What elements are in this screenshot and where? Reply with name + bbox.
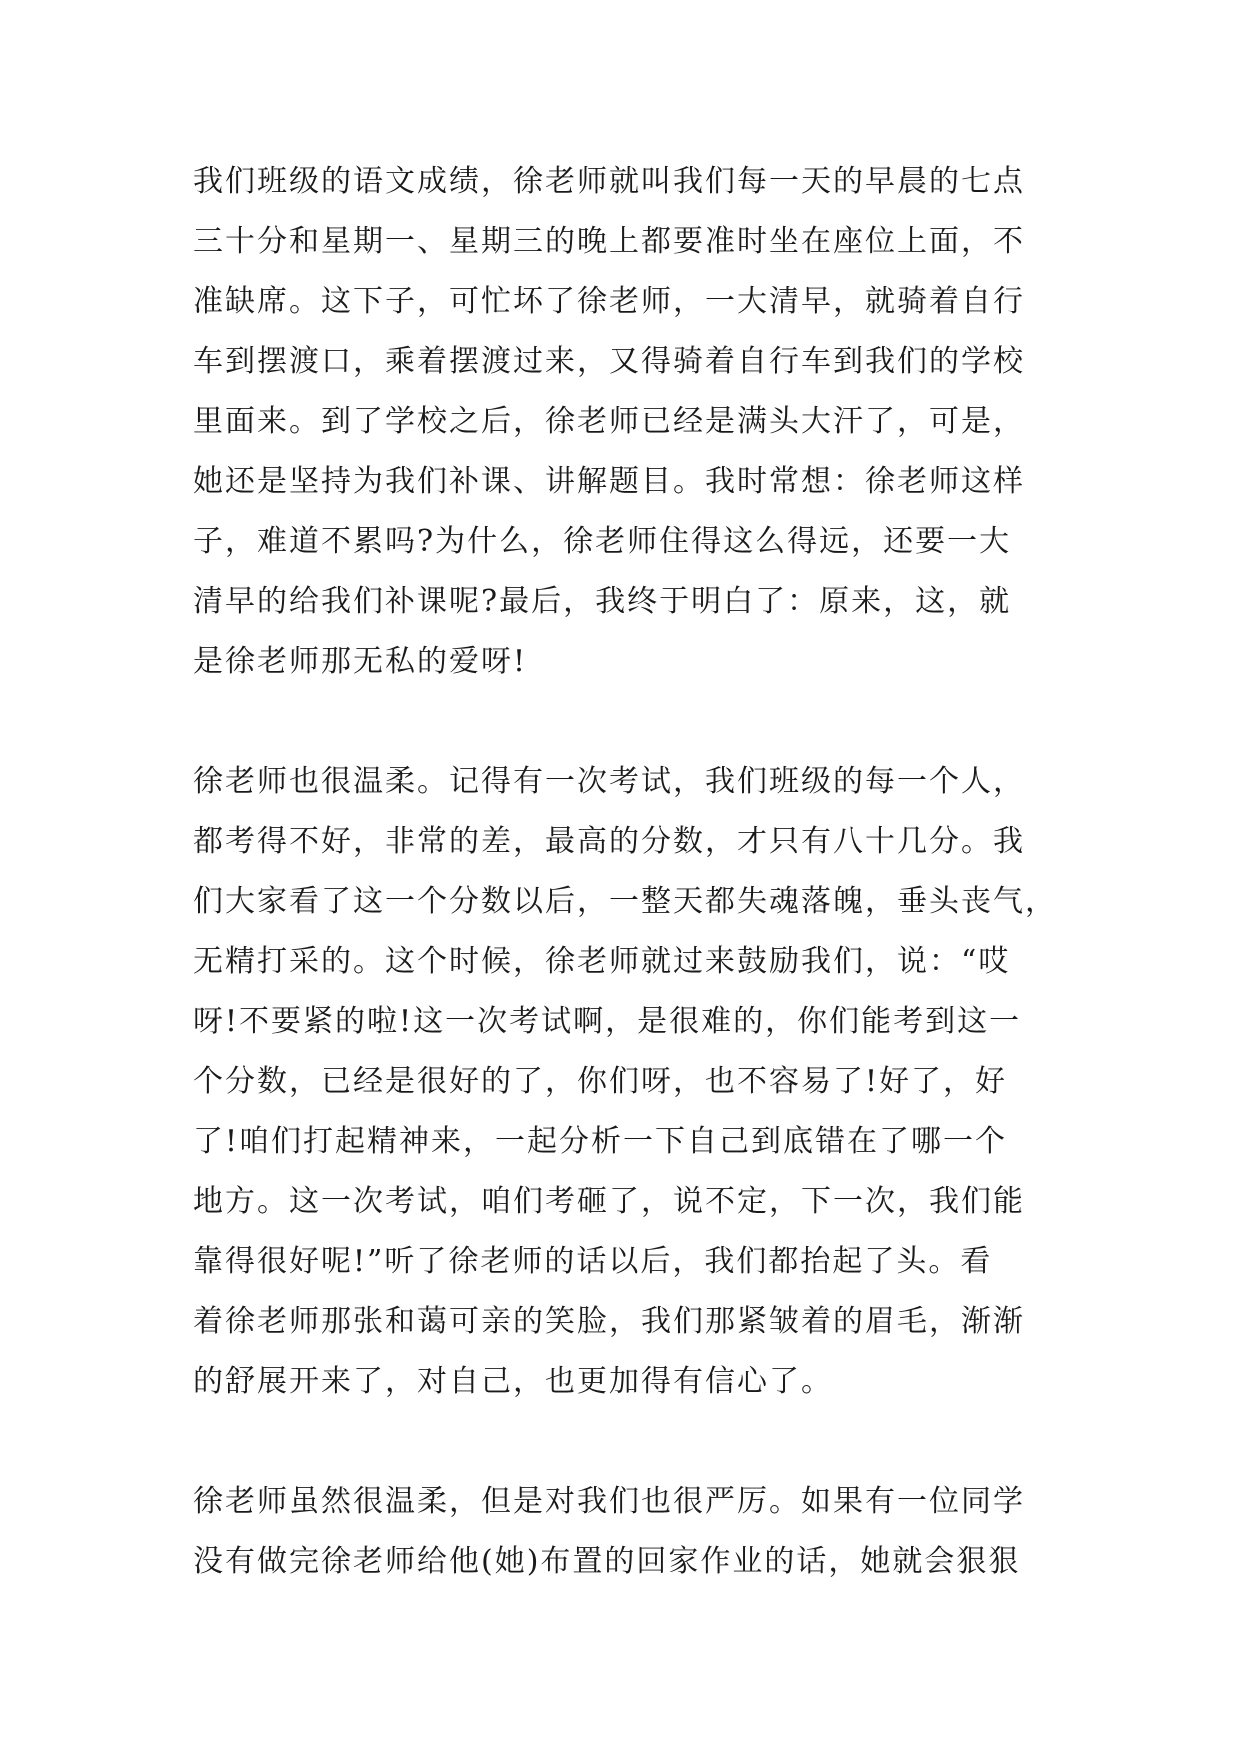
- text-line: 地方。这一次考试，咱们考砸了，说不定，下一次，我们能: [193, 1184, 1025, 1219]
- paragraph-1: [193, 152, 1073, 692]
- text-line: 她还是坚持为我们补课、讲解题目。我时常想：徐老师这样: [193, 464, 1025, 499]
- text-line: 是徐老师那无私的爱呀!: [193, 644, 528, 679]
- text-line: 三十分和星期一、星期三的晚上都要准时坐在座位上面，不: [193, 224, 1025, 259]
- text-line: 车到摆渡口，乘着摆渡过来，又得骑着自行车到我们的学校: [193, 344, 1025, 379]
- text-line: 没有做完徐老师给他(她)布置的回家作业的话，她就会狠狠: [193, 1544, 1021, 1579]
- text-line: 都考得不好，非常的差，最高的分数，才只有八十几分。我: [193, 824, 1025, 859]
- paragraph-2: [193, 752, 1073, 1412]
- text-line: 呀!不要紧的啦!这一次考试啊，是很难的，你们能考到这一: [193, 1004, 1022, 1039]
- text-line: 里面来。到了学校之后，徐老师已经是满头大汗了，可是，: [193, 404, 1025, 439]
- document-body: [193, 152, 1073, 1652]
- paragraph-3: [193, 1472, 1073, 1592]
- text-line: 徐老师也很温柔。记得有一次考试，我们班级的每一个人，: [193, 764, 1025, 799]
- text-line: 子，难道不累吗?为什么，徐老师住得这么得远，还要一大: [193, 524, 1012, 559]
- text-line: 个分数，已经是很好的了，你们呀，也不容易了!好了，好: [193, 1064, 1008, 1099]
- text-line: 们大家看了这一个分数以后，一整天都失魂落魄，垂头丧气，: [193, 884, 1057, 919]
- text-line: 无精打采的。这个时候，徐老师就过来鼓励我们，说：“哎: [193, 944, 1011, 979]
- text-line: 了!咱们打起精神来，一起分析一下自己到底错在了哪一个: [193, 1124, 1008, 1159]
- text-line: 着徐老师那张和蔼可亲的笑脸，我们那紧皱着的眉毛，渐渐: [193, 1304, 1025, 1339]
- text-line: 徐老师虽然很温柔，但是对我们也很严厉。如果有一位同学: [193, 1484, 1025, 1519]
- text-line: 准缺席。这下子，可忙坏了徐老师，一大清早，就骑着自行: [193, 284, 1025, 319]
- text-line: 靠得很好呢!”听了徐老师的话以后，我们都抬起了头。看: [193, 1244, 993, 1279]
- text-line: 我们班级的语文成绩，徐老师就叫我们每一天的早晨的七点: [193, 164, 1025, 199]
- text-line: 的舒展开来了，对自己，也更加得有信心了。: [193, 1364, 833, 1399]
- text-line: 清早的给我们补课呢?最后，我终于明白了：原来，这，就: [193, 584, 1012, 619]
